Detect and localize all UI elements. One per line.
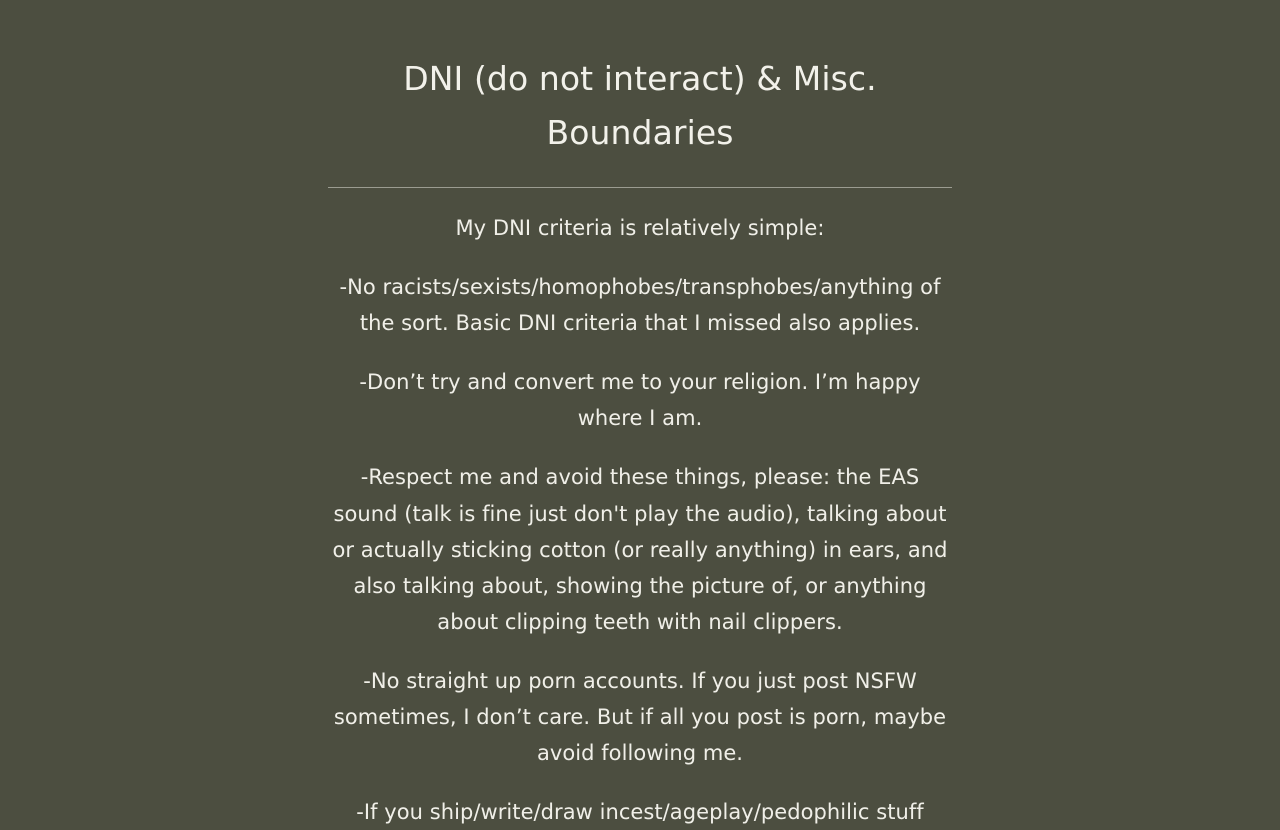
title-divider <box>328 187 952 188</box>
intro-paragraph: My DNI criteria is relatively simple: <box>455 215 825 240</box>
dni-paragraph-5: -If you ship/write/draw incest/ageplay/pedophilic stuff <box>356 800 924 825</box>
page-title: DNI (do not interact) & Misc. Boundaries <box>403 59 877 153</box>
dni-paragraph-2: -Don’t try and convert me to your religion. I’m happy where I am. <box>359 370 921 431</box>
dni-paragraph-4: -No straight up porn accounts. If you just post NSFW sometimes, I don’t care. But if all you post is porn, maybe avoid following me. <box>333 668 947 766</box>
document-content <box>328 52 952 830</box>
dni-paragraph-1: -No racists/sexists/homophobes/transphobes/anything of the sort. Basic DNI criteria that I missed also applies. <box>339 274 941 336</box>
dni-paragraph-3: -Respect me and avoid these things, please: the EAS sound (talk is fine just don't play the audio), talking about or actually sticking cotton (or really anything) in ears, and also talking about, showing the picture of, or anything about clipping teeth with nail clippers. <box>332 465 948 634</box>
